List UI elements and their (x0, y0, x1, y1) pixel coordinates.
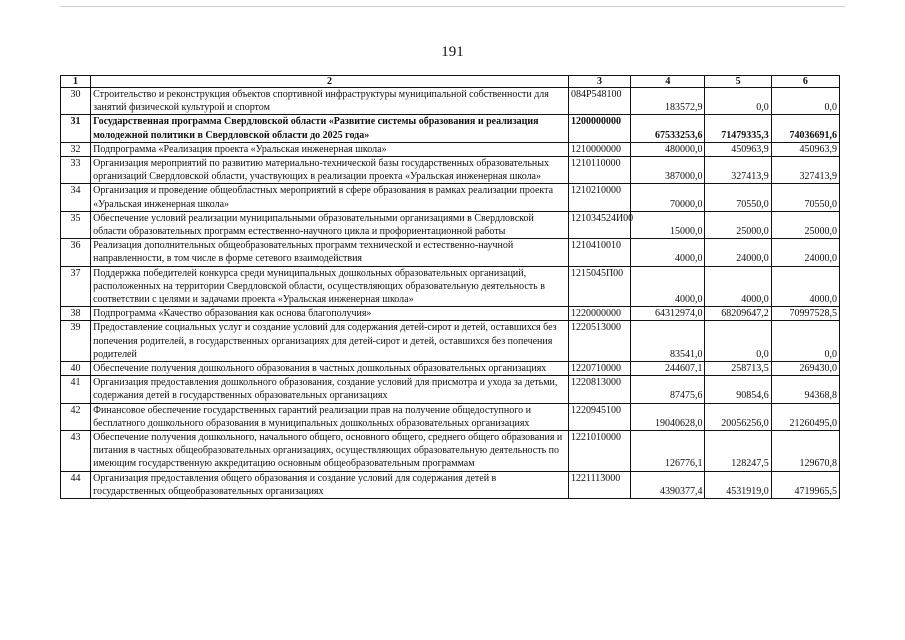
row-name-cell: Государственная программа Свердловской области «Развитие системы образования и реализация молодежной политики в Свердловской области до 2025 года» (91, 115, 569, 142)
row-value-col6-cell: 24000,0 (771, 239, 839, 266)
row-name-cell: Предоставление социальных услуг и создание условий для содержания детей-сирот и детей, оставшихся без попечения родителей, в государственных организациях для детей-сирот и детей, оставшихся без попечения родителей (91, 321, 569, 362)
row-value-col5-cell: 68209647,2 (705, 307, 771, 321)
row-name-cell: Обеспечение получения дошкольного, начального общего, основного общего, среднего общего образования и питания в частных общеобразовательных организациях, осуществляющих образовательную деятельность по имеющим государственную аккредитацию основным общеобразовательным программам (91, 431, 569, 472)
table-row (61, 115, 840, 142)
row-code-cell: 1220813000 (568, 376, 630, 403)
row-value-col4-cell: 4000,0 (631, 239, 705, 266)
row-code-cell: 121034524И00 (568, 211, 630, 238)
row-value-col4-cell: 387000,0 (631, 157, 705, 184)
row-value-col4-cell: 64312974,0 (631, 307, 705, 321)
table-row (61, 266, 840, 307)
col-header-5: 5 (705, 76, 771, 88)
row-number-cell: 38 (61, 307, 91, 321)
table-row (61, 88, 840, 115)
row-value-col5-cell: 70550,0 (705, 184, 771, 211)
row-value-col6-cell: 4000,0 (771, 266, 839, 307)
row-value-col4-cell: 19040628,0 (631, 403, 705, 430)
row-name-cell: Организация предоставления общего образования и создание условий для содержания детей в государственных общеобразовательных организациях (91, 471, 569, 498)
row-value-col6-cell: 74036691,6 (771, 115, 839, 142)
row-value-col5-cell: 450963,9 (705, 142, 771, 156)
row-code-cell: 1210410010 (568, 239, 630, 266)
row-name-cell: Организация и проведение общеобластных мероприятий в сфере образования в рамках реализации проекта «Уральская инженерная школа» (91, 184, 569, 211)
row-name-cell: Организация мероприятий по развитию материально-технической базы государственных образовательных организаций Свердловской области, участвующих в реализации проекта «Уральская инженерная школа» (91, 157, 569, 184)
row-code-cell: 1220000000 (568, 307, 630, 321)
row-number-cell: 32 (61, 142, 91, 156)
table-header-row (61, 76, 840, 88)
row-value-col5-cell: 0,0 (705, 88, 771, 115)
table-row (61, 403, 840, 430)
row-code-cell: 1221113000 (568, 471, 630, 498)
row-number-cell: 37 (61, 266, 91, 307)
col-header-3: 3 (568, 76, 630, 88)
row-value-col4-cell: 183572,9 (631, 88, 705, 115)
row-name-cell: Обеспечение условий реализации муниципальными образовательными организациями в Свердловской области образовательных программ естественно-научного цикла и профориентационной работы (91, 211, 569, 238)
row-value-col6-cell: 129670,8 (771, 431, 839, 472)
row-value-col5-cell: 4000,0 (705, 266, 771, 307)
row-value-col5-cell: 128247,5 (705, 431, 771, 472)
row-number-cell: 33 (61, 157, 91, 184)
table-body (61, 88, 840, 499)
row-value-col6-cell: 0,0 (771, 88, 839, 115)
col-header-1: 1 (61, 76, 91, 88)
row-value-col4-cell: 480000,0 (631, 142, 705, 156)
row-value-col6-cell: 450963,9 (771, 142, 839, 156)
row-number-cell: 36 (61, 239, 91, 266)
row-name-cell: Реализация дополнительных общеобразовательных программ технической и естественно-научной направленности, в том числе в форме сетевого взаимодействия (91, 239, 569, 266)
row-number-cell: 30 (61, 88, 91, 115)
col-header-4: 4 (631, 76, 705, 88)
row-number-cell: 31 (61, 115, 91, 142)
row-value-col4-cell: 83541,0 (631, 321, 705, 362)
page-number: 191 (441, 44, 464, 60)
row-name-cell: Организация предоставления дошкольного образования, создание условий для присмотра и ухода за детьми, содержания детей в государственных образовательных организациях (91, 376, 569, 403)
row-code-cell: 1221010000 (568, 431, 630, 472)
row-value-col6-cell: 94368,8 (771, 376, 839, 403)
row-value-col4-cell: 15000,0 (631, 211, 705, 238)
row-value-col5-cell: 0,0 (705, 321, 771, 362)
row-value-col4-cell: 70000,0 (631, 184, 705, 211)
row-value-col4-cell: 244607,1 (631, 362, 705, 376)
table-row (61, 307, 840, 321)
table-row (61, 184, 840, 211)
table-row (61, 157, 840, 184)
row-value-col6-cell: 4719965,5 (771, 471, 839, 498)
row-value-col5-cell: 90854,6 (705, 376, 771, 403)
row-value-col4-cell: 4000,0 (631, 266, 705, 307)
row-code-cell: 1220945100 (568, 403, 630, 430)
table-row (61, 321, 840, 362)
row-name-cell: Обеспечение получения дошкольного образования в частных дошкольных образовательных организациях (91, 362, 569, 376)
table-row (61, 239, 840, 266)
row-name-cell: Подпрограмма «Качество образования как основа благополучия» (91, 307, 569, 321)
table-row (61, 376, 840, 403)
row-name-cell: Поддержка победителей конкурса среди муниципальных дошкольных образовательных организаций, расположенных на территории Свердловской области, осуществляющих образовательную деятельность в соответствии с целями и задачами проекта «Уральская инженерная школа» (91, 266, 569, 307)
row-number-cell: 39 (61, 321, 91, 362)
row-code-cell: 1200000000 (568, 115, 630, 142)
row-value-col5-cell: 327413,9 (705, 157, 771, 184)
row-value-col5-cell: 258713,5 (705, 362, 771, 376)
row-number-cell: 40 (61, 362, 91, 376)
row-value-col6-cell: 70997528,5 (771, 307, 839, 321)
row-number-cell: 41 (61, 376, 91, 403)
row-number-cell: 44 (61, 471, 91, 498)
row-value-col4-cell: 87475,6 (631, 376, 705, 403)
row-name-cell: Строительство и реконструкция объектов спортивной инфраструктуры муниципальной собственности для занятий физической культурой и спортом (91, 88, 569, 115)
col-header-6: 6 (771, 76, 839, 88)
row-value-col4-cell: 126776,1 (631, 431, 705, 472)
row-name-cell: Финансовое обеспечение государственных гарантий реализации прав на получение общедоступного и бесплатного дошкольного образования в муниципальных дошкольных образовательных организациях (91, 403, 569, 430)
top-divider (60, 6, 845, 7)
row-code-cell: 1220513000 (568, 321, 630, 362)
row-value-col6-cell: 0,0 (771, 321, 839, 362)
row-value-col6-cell: 70550,0 (771, 184, 839, 211)
row-code-cell: 1210000000 (568, 142, 630, 156)
col-header-2: 2 (91, 76, 569, 88)
table-row (61, 362, 840, 376)
row-code-cell: 1215045П00 (568, 266, 630, 307)
row-value-col5-cell: 71479335,3 (705, 115, 771, 142)
row-code-cell: 1210110000 (568, 157, 630, 184)
row-number-cell: 35 (61, 211, 91, 238)
table-row (61, 431, 840, 472)
row-number-cell: 34 (61, 184, 91, 211)
row-code-cell: 1210210000 (568, 184, 630, 211)
row-value-col6-cell: 21260495,0 (771, 403, 839, 430)
row-code-cell: 084P548100 (568, 88, 630, 115)
row-value-col4-cell: 4390377,4 (631, 471, 705, 498)
row-value-col5-cell: 20056256,0 (705, 403, 771, 430)
row-value-col5-cell: 4531919,0 (705, 471, 771, 498)
row-code-cell: 1220710000 (568, 362, 630, 376)
row-value-col6-cell: 327413,9 (771, 157, 839, 184)
table-row (61, 211, 840, 238)
table-row (61, 142, 840, 156)
budget-table (60, 75, 840, 499)
row-value-col4-cell: 67533253,6 (631, 115, 705, 142)
row-number-cell: 42 (61, 403, 91, 430)
row-number-cell: 43 (61, 431, 91, 472)
row-value-col5-cell: 24000,0 (705, 239, 771, 266)
row-value-col6-cell: 269430,0 (771, 362, 839, 376)
table-row (61, 471, 840, 498)
row-value-col5-cell: 25000,0 (705, 211, 771, 238)
row-value-col6-cell: 25000,0 (771, 211, 839, 238)
row-name-cell: Подпрограмма «Реализация проекта «Уральская инженерная школа» (91, 142, 569, 156)
